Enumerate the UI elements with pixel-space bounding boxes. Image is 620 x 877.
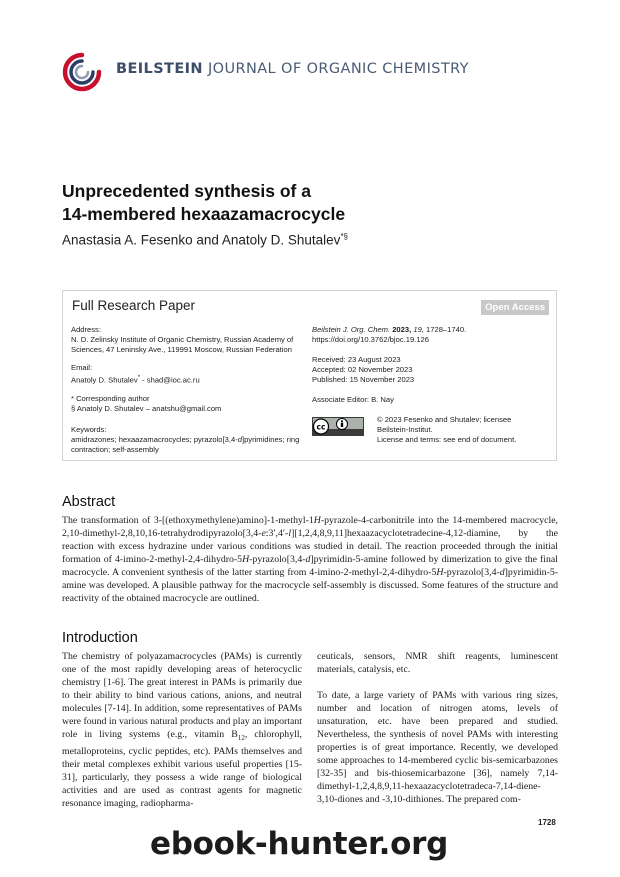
introduction-column-1: The chemistry of polyazamacrocycles (PAMs) is currently one of the most rapidly developing areas of heterocyclic chemistry [1-6]. The great interest in PAMs is primarily due to their ability to bind various cations, anions, and neutral molecules [7-14]. In addition, some representatives of PAMs were found in various natural products and play an important role in living systems (e.g., vitamin $B_{12}$, chlorophyll, metalloproteins, cyclic peptides, etc). PAMs themselves and their metal complexes exhibit various useful properties [15-31], particularly, they possess a wide range of biological activities and are used as contrast agents for magnetic resonance imaging, radiopharma-: [62, 651, 303, 809]
article-title: [62, 180, 542, 226]
watermark: ebook-hunter.org: [150, 826, 448, 862]
abstract-heading: Abstract: [62, 494, 116, 510]
article-info-box: [62, 290, 557, 461]
title-line-1: Unprecedented synthesis of a: [62, 181, 311, 201]
journal-logo: [62, 52, 102, 92]
introduction-column-2: ceuticals, sensors, NMR shift reagents, luminescent materials, catalysis, etc. To date, a large variety of PAMs with various ring sizes, number and location of nitrogen atoms, levels of unsaturation, etc. have been prepared and studied. Nevertheless, the synthesis of novel PAMs with interesting properties is of great importance. Recently, we developed some approaches to 14-membered cyclic bis-semicarbazones [32-35] and bis-thiosemicarbazone [36], namely 7,14-dimethyl-1,2,4,8,9,11-hexaazacyclotetradeca-7,14-diene-3,10-diones and -3,10-dithiones. The prepared com-: [317, 651, 558, 805]
associate-editor: Associate Editor: B. Nay: [312, 395, 394, 404]
cc-by-license-icon[interactable]: [312, 417, 364, 436]
page-number: 1728: [538, 818, 556, 827]
email-link[interactable]: - shad@ioc.ac.ru: [140, 375, 200, 385]
title-line-2: 14-membered hexaazamacrocycle: [62, 204, 346, 224]
address-block: Address: N. D. Zelinsky Institute of Organic Chemistry, Russian Academy of Sciences, 47 Leninsky Ave., 119991 Moscow, Russian Federation: [71, 325, 294, 354]
citation-block: Beilstein J. Org. Chem. 2023, 19, 1728–1740. https://doi.org/10.3762/bjoc.19.126: [312, 325, 552, 345]
open-access-badge: Open Access: [481, 300, 549, 315]
journal-name: BEILSTEIN JOURNAL OF ORGANIC CHEMISTRY: [116, 61, 469, 77]
svg-text:cc: cc: [316, 422, 326, 432]
email-block: Email: Anatoly D. Shutalev* - shad@ioc.ac.ru: [71, 363, 200, 385]
introduction-heading: Introduction: [62, 630, 138, 646]
author-notes: * Corresponding author § Anatoly D. Shutalev – anatshu@gmail.com: [71, 394, 222, 413]
copyright-block: © 2023 Fesenko and Shutalev; licensee Beilstein-Institut. License and terms: see end of document.: [377, 415, 517, 444]
article-type: Full Research Paper: [72, 298, 196, 313]
abstract-text: The transformation of 3-[(ethoxymethylene)amino]-1-methyl-1H-pyrazole-4-carbonitrile into the 14-membered macrocycle, 2,10-dimethyl-2,8,10,16-tetrahydrodipyrazolo[3,4-e:3′,4′-l][1,2,4,8,9,11]hexaazacyclotetradecine-4,12-diamine, by the reaction with excess hydrazine under various conditions was studied in detail. The reaction proceeded through the initial formation of 4-imino-2-methyl-2,4-dihydro-5H-pyrazolo[3,4-d]pyrimidin-5-amine followed by dimerization to give the final macrocycle. A convenient synthesis of the latter starting from 4-imino-2-methyl-2,4-dihydro-5H-pyrazolo[3,4-d]pyrimidin-5-amine was developed. A plausible pathway for the macrocycle self-assembly is discussed. Some features of the structure and reactivity of the obtained macrocycle are outlined.: [62, 515, 558, 604]
keywords-block: Keywords: amidrazones; hexaazamacrocycles; pyrazolo[3,4-d]pyrimidines; ring contraction; self-assembly: [71, 425, 300, 454]
dates-block: Received: 23 August 2023 Accepted: 02 November 2023 Published: 15 November 2023: [312, 355, 415, 384]
doi-link[interactable]: https://doi.org/10.3762/bjoc.19.126: [312, 335, 429, 344]
author-marks: *§: [340, 232, 348, 241]
author-list: Anastasia A. Fesenko and Anatoly D. Shutalev*§: [62, 232, 348, 248]
